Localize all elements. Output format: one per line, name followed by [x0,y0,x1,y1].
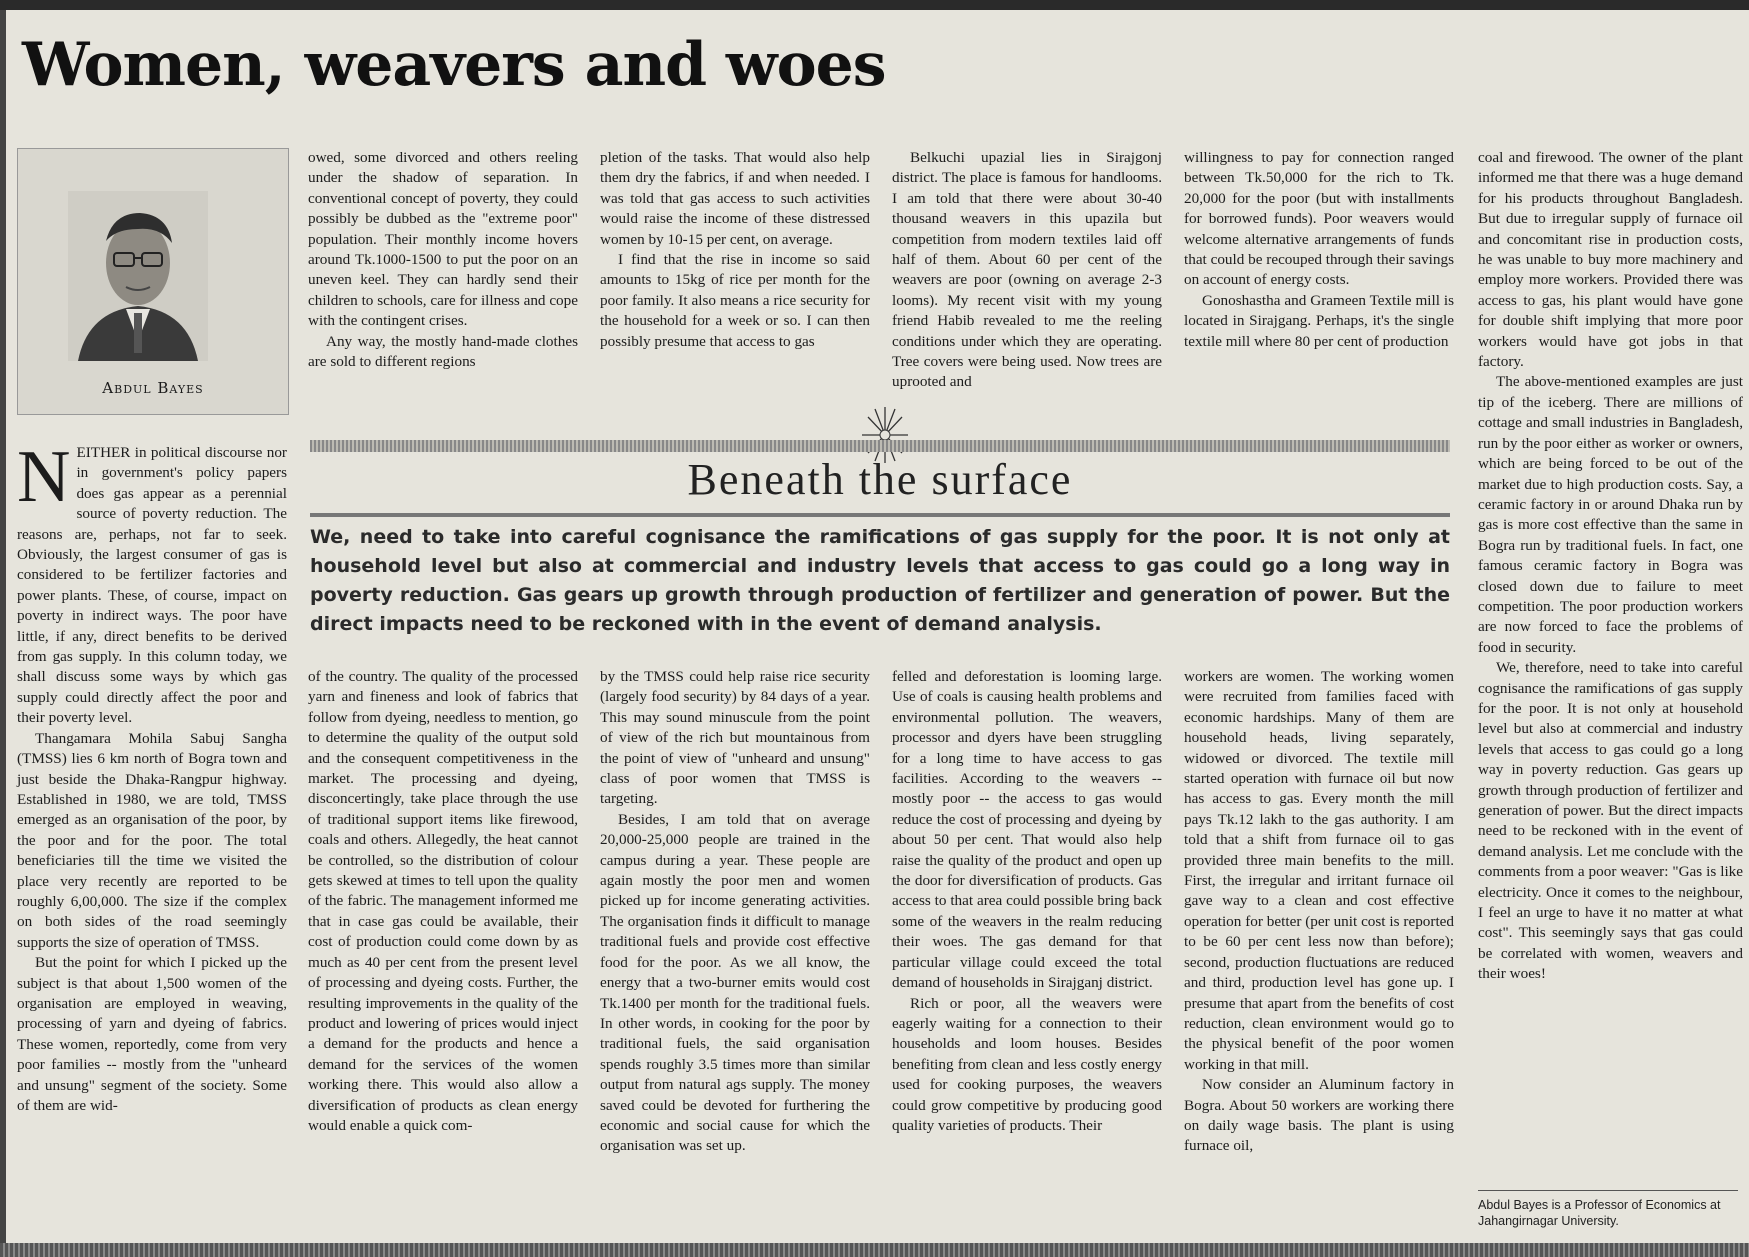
column-3-bottom [600,667,870,1157]
paragraph: But the point for which I picked up the subject is that about 1,500 women of the organisation are employed in weaving, processing of yarn and dyeing of fabrics. These women, reportedly, come from very poor families -- mostly from the "unheard and unsung" segment of the society. Some of them are wid- [17,954,287,1114]
pull-quote: We, need to take into careful cognisance the ramifications of gas supply for the poor. It is not only at household level but also at commercial and industry levels that access to gas could go a long way in poverty reduction. Gas gears up growth through production of fertilizer and generation of power. But the direct impacts need to be reckoned with in the event of demand analysis. [310,526,1450,635]
author-photo-box [17,148,289,415]
column-5-bottom [1184,667,1454,1157]
column-5-top [1184,148,1454,352]
paragraph: pletion of the tasks. That would also help them dry the fabrics, if and when needed. I was told that gas access to such activities would raise the income of these distressed women by 10-15 per cent, on average. [600,149,870,248]
column-4-bottom [892,667,1162,1136]
beneath-the-surface-box [310,430,1450,648]
column-6 [1478,148,1743,985]
section-title: Beneath the surface [687,455,1073,504]
paragraph: The above-mentioned examples are just tip of the iceberg. There are millions of cottage and small industries in Bangladesh, run by the poor either as worker or owners, which are being forced to be out of the market due to high production costs. Say, a ceramic factory in or around Dhaka run by gas is more cost effective than the same in Bogra run by traditional fuels. In fact, one famous ceramic factory in Bogra was closed down due to failure to meet competition. The poor production workers are now forced to face the problems of food in security. [1478,373,1743,656]
paragraph: of the country. The quality of the processed yarn and fineness and look of fabrics that follow from dyeing, needless to mention, go to determine the quality of the output sold and the consequent competitiveness in the market. The processing and dyeing, disconcertingly, take place through the use of traditional support items like firewood, coals and others. Allegedly, the heat cannot be controlled, so the distribution of colour gets skewed at times to tell upon the quality of the fabric. The management informed me that in case gas could be available, their cost of production could come down by as much as 40 per cent from the present level of processing and dyeing costs. Further, the resulting improvements in the quality of the product and lowering of prices would inject a demand for the products and hence a demand for the services of the women working there. This would also allow a diversification of products as clean energy would enable a quick com- [308,668,578,1134]
paragraph: owed, some divorced and others reeling under the shadow of separation. In conventional concept of poverty, they could possibly be dubbed as the "extreme poor" population. Their monthly income hovers around Tk.1000-1500 to put the poor on an uneven keel. They can hardly send their children to schools, care for illness and cope with the contingent crises. [308,149,578,330]
paragraph: workers are women. The working women were recruited from families faced with economic hardships. Many of them are household heads, living separately, widowed or divorced. The textile mill started operation with furnace oil but now has access to gas. Every month the mill pays Tk.12 lakh to the gas authority. I am told that a shift from furnace oil to gas provided three main benefits to the mill. First, the irregular and irritant furnace oil gave way to a clean and cost effective operation for better (per unit cost is reported to be 60 per cent less now than before); second, production fluctuations are reduced and third, production level has gone up. I presume that apart from the benefits of cost reduction, clean environment would go to the physical benefit of the poor women working in that mill. [1184,668,1454,1073]
paragraph-text: EITHER in political discourse nor in government's policy papers does gas appear as a perennial source of poverty reduction. The reasons are, perhaps, not far to seek. Obviously, the largest consumer of gas is considered to be fertilizer factories and power plants. These, of course, impact on poverty in indirect ways. The poor have little, if any, direct benefits to be derived from gas supply. In this column today, we shall discuss some ways by which gas supply could directly affect the poor and their poverty level. [17,444,287,727]
paragraph: willingness to pay for connection ranged between Tk.50,000 for the rich to Tk. 20,000 for the poor (but with installments for borrowed funds). Poor weavers would welcome alternative arrangements of funds that could be recouped through their savings on account of energy costs. [1184,149,1454,289]
author-portrait-image [68,191,208,361]
dotted-rule [310,440,1450,452]
column-3-top [600,148,870,352]
paragraph [17,436,287,729]
paragraph: Besides, I am told that on average 20,000-25,000 people are trained in the campus during a year. These people are again mostly the poor men and women picked up for income generating activities. The organisation finds it difficult to manage traditional fuels and provide cost effective food for the poor. As we all know, the energy that a two-burner emits would cost Tk.1400 per month for the traditional fuels. In other words, in cooking for the poor by traditional fuels, the said organisation spends roughly 3.5 times more than similar output from natural ags supply. The money saved could be devoted for furthering the economic and social cause for which the organisation was set up. [600,810,870,1155]
column-2-bottom [308,667,578,1136]
paragraph: coal and firewood. The owner of the plant informed me that there was a huge demand for his products throughout Bangladesh. But due to irregular supply of furnace oil and concomitant rise in production costs, he was unable to buy more machinery and employ more workers. Provided there was access to gas, his plant would have gone for double shift implying that more poor workers would have got jobs in that factory. [1478,149,1743,371]
drop-cap: N [17,436,71,518]
paragraph: Gonoshastha and Grameen Textile mill is located in Sirajgang. Perhaps, it's the single textile mill where 80 per cent of production [1184,291,1454,350]
top-border [0,0,1749,10]
divider [310,513,1450,517]
bottom-border [0,1243,1749,1257]
headline: Women, weavers and woes [22,30,886,100]
endnote-rule [1478,1190,1738,1191]
paragraph: by the TMSS could help raise rice security (largely food security) by 84 days of a year. This may sound minuscule from the point of view of the rich but mountainous from the point of view of "unheard and unsung" class of poor women that TMSS is targeting. [600,668,870,808]
paragraph: Now consider an Aluminum factory in Bogra. About 50 workers are working there on daily wage basis. The plant is using furnace oil, [1184,1076,1454,1155]
paragraph: Thangamara Mohila Sabuj Sangha (TMSS) lies 6 km north of Bogra town and just beside the Dhaka-Rangpur highway. Established in 1980, we are told, TMSS emerged as an organisation of the poor, by the poor and for the poor. The total beneficiaries till the time we visited the place very recently are reported to be roughly 6,00,000. The size if the complex on both sides of the road seemingly supports the size of operation of TMSS. [17,729,287,951]
paragraph: Rich or poor, all the weavers were eagerly waiting for a connection to their households and loom houses. Besides benefiting from clean and less costly energy used for cooking purposes, the weavers could grow competitive by producing good quality varieties of products. Their [892,994,1162,1134]
column-2-top [308,148,578,372]
left-border [0,10,6,1243]
column-4-top [892,148,1162,393]
author-endnote: Abdul Bayes is a Professor of Economics at Jahangirnagar University. [1478,1198,1721,1228]
paragraph: We, therefore, need to take into careful cognisance the ramifications of gas supply for the poor. It is not only at household level but also at commercial and industry levels that access to gas could go a long way in poverty reduction. Gas gears up growth through production of fertilizer and generation of power. But the direct impacts need to be reckoned with in the event of demand analysis. Let me conclude with the comments from a poor weaver: "Gas is like electricity. Once it comes to the neighbour, I feel an urge to have it no matter at what cost". This seemingly says that gas could be correlated with women, weavers and their woes! [1478,659,1743,983]
column-1 [17,436,287,1116]
author-byline: Abdul Bayes [102,379,204,397]
paragraph: Any way, the mostly hand-made clothes are sold to different regions [308,332,578,371]
paragraph: I find that the rise in income so said amounts to 15kg of rice per month for the poor family. It also means a rice security for the household for a week or so. I can then possibly presume that access to gas [600,251,870,350]
paragraph: felled and deforestation is looming large. Use of coals is causing health problems and environmental pollution. The weavers, processor and dyers have been struggling for a long time to have access to gas facilities. According to the weavers -- mostly poor -- the access to gas would reduce the cost of processing and dyeing by about 50 per cent. That would also help raise the quality of the product and open up the door for diversification of products. Gas access to that area could possible bring back some of the weavers in the realm reducing their woes. The gas demand for that particular village could exceed the total demand of households in Sirajganj district. [892,668,1162,992]
paragraph: Belkuchi upazial lies in Sirajgonj district. The place is famous for handlooms. I am told that there were about 30-40 thousand weavers in this upazila but competition from modern textiles laid off half of them. About 60 per cent of the weavers are poor (owning on average 2-3 looms). My recent visit with my young friend Habib revealed to me the reeling conditions under which they are operating. Tree covers were being used. Now trees are uprooted and [892,149,1162,391]
